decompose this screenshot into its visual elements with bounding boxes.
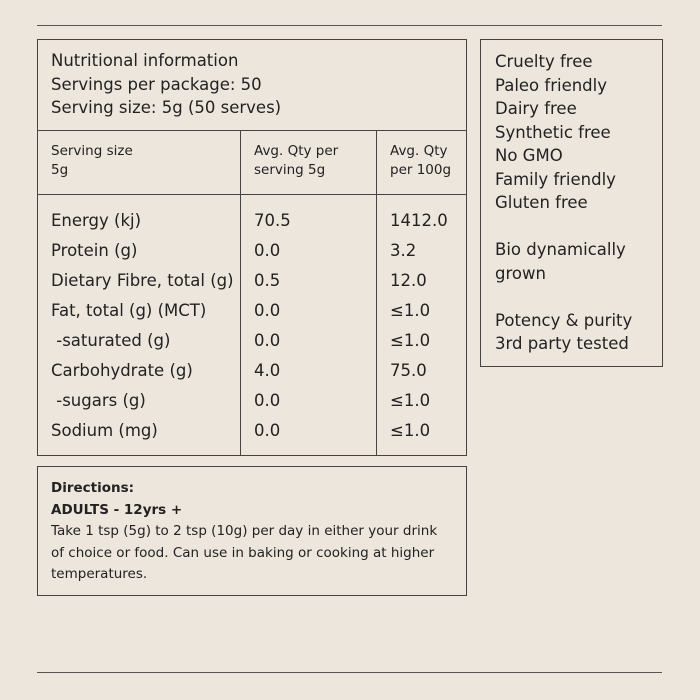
top-divider [37, 25, 662, 26]
nutrition-header [38, 40, 466, 131]
table-row [38, 206, 466, 236]
claim-spacer [495, 285, 662, 309]
claim-spacer [495, 215, 662, 239]
bottom-divider [37, 672, 662, 673]
qty-per-100g: ≤1.0 [390, 391, 431, 410]
table-row [38, 266, 466, 296]
column-header-line: Avg. Qty [390, 143, 448, 159]
claim-item: Dairy free [495, 99, 577, 118]
column-header-serving-size [51, 131, 133, 194]
qty-per-100g: 1412.0 [390, 211, 448, 230]
qty-per-serving: 0.0 [254, 241, 281, 260]
claim-item: Bio dynamically [495, 240, 626, 259]
product-claims-panel [480, 39, 663, 367]
claim-item: Paleo friendly [495, 75, 608, 95]
column-header-line: per 100g [390, 162, 452, 178]
directions-text: Take 1 tsp (5g) to 2 tsp (10g) per day in either your drink of choice or food. Can use in baking or cooking at higher temperatures. [51, 523, 438, 582]
directions-panel [37, 466, 467, 596]
claim-item: 3rd party tested [495, 334, 629, 353]
column-header-line: serving 5g [254, 162, 326, 178]
nutrient-name: Dietary Fibre, total (g) [51, 271, 234, 290]
nutrition-rows [38, 206, 466, 446]
qty-per-100g: 12.0 [390, 271, 427, 290]
nutrition-title: Nutritional information [51, 51, 239, 70]
qty-per-serving: 0.5 [254, 271, 281, 290]
qty-per-100g: 75.0 [390, 361, 427, 380]
header-divider [38, 194, 466, 195]
directions-title: Directions: [51, 480, 135, 496]
column-header-per-100g [390, 131, 451, 194]
table-row [38, 416, 466, 446]
table-row [38, 296, 466, 326]
serving-size-summary: Serving size: 5g (50 serves) [51, 98, 282, 117]
column-header-line: Serving size [51, 143, 133, 159]
nutrient-name: Carbohydrate (g) [51, 361, 193, 380]
table-row [38, 356, 466, 386]
qty-per-serving: 0.0 [254, 421, 281, 440]
nutrient-name: -sugars (g) [51, 391, 146, 410]
nutrient-name: -saturated (g) [51, 331, 171, 350]
qty-per-serving: 70.5 [254, 211, 291, 230]
table-row [38, 236, 466, 266]
claim-item: grown [495, 263, 546, 283]
claim-item: Cruelty free [495, 52, 593, 71]
qty-per-100g: ≤1.0 [390, 331, 431, 350]
column-header-line: 5g [51, 162, 69, 178]
qty-per-100g: ≤1.0 [390, 421, 431, 440]
qty-per-serving: 0.0 [254, 391, 281, 410]
claim-item: Potency & purity [495, 310, 633, 330]
qty-per-serving: 0.0 [254, 331, 281, 350]
column-header-line: Avg. Qty per [254, 143, 339, 159]
column-header-per-serving [254, 131, 338, 194]
qty-per-serving: 0.0 [254, 301, 281, 320]
qty-per-serving: 4.0 [254, 361, 281, 380]
directions-audience: ADULTS - 12yrs + [51, 501, 183, 518]
qty-per-100g: 3.2 [390, 241, 417, 260]
nutrition-panel [37, 39, 467, 456]
qty-per-100g: ≤1.0 [390, 301, 431, 320]
table-row [38, 326, 466, 356]
claim-item: Gluten free [495, 193, 588, 212]
servings-per-package: Servings per package: 50 [51, 74, 262, 94]
nutrient-name: Energy (kj) [51, 211, 142, 230]
claim-item: Family friendly [495, 169, 616, 189]
claim-item: Synthetic free [495, 122, 611, 142]
nutrient-name: Protein (g) [51, 241, 138, 260]
claim-item: No GMO [495, 146, 563, 165]
table-row [38, 386, 466, 416]
nutrient-name: Fat, total (g) (MCT) [51, 301, 207, 320]
nutrient-name: Sodium (mg) [51, 421, 158, 440]
